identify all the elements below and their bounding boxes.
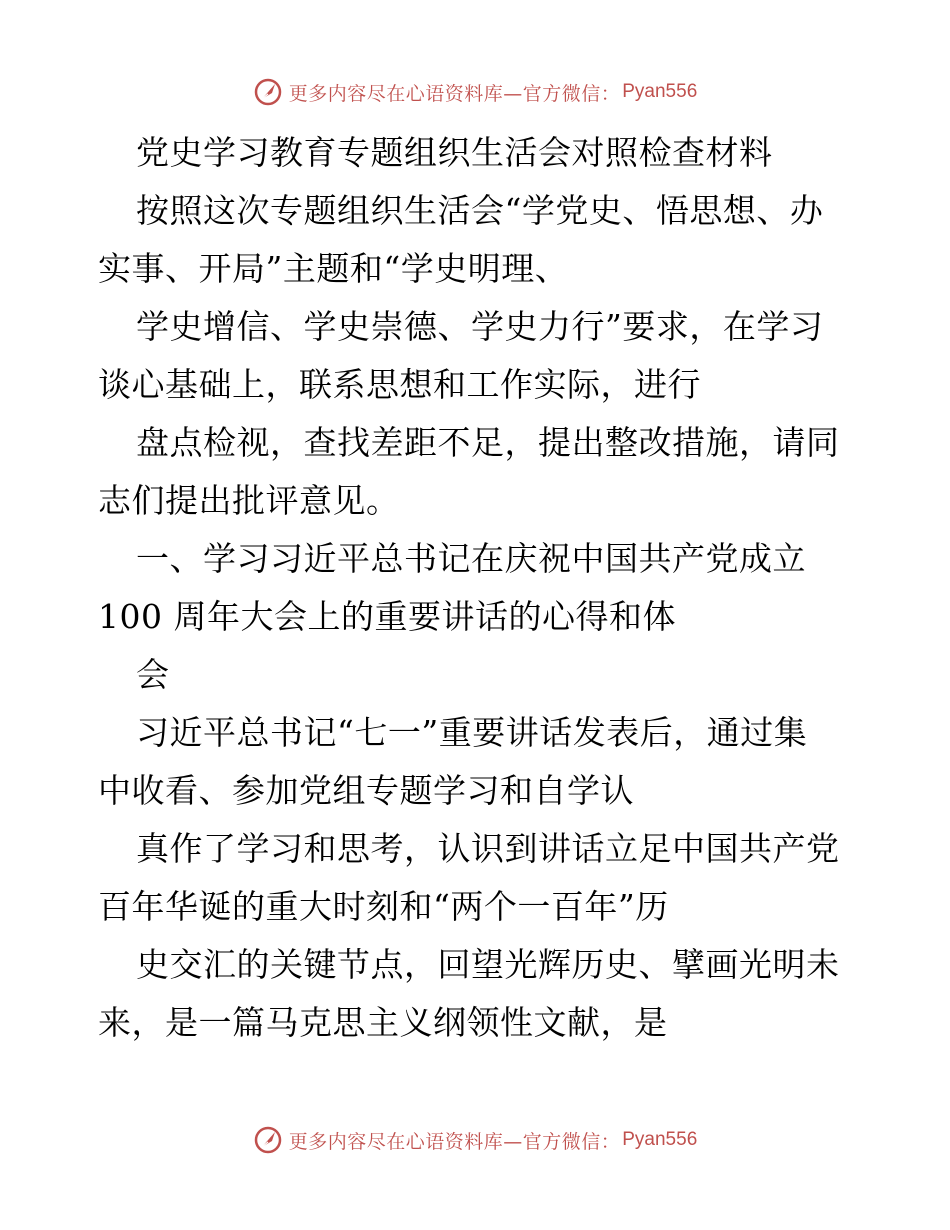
watermark-wechat-id: Pyan556 bbox=[622, 1129, 698, 1150]
footer-watermark bbox=[0, 1120, 950, 1160]
text-line: 实事、开局”主题和“学史明理、 bbox=[98, 249, 569, 288]
text-line: 学史增信、学史崇德、学史力行”要求，在学习 bbox=[136, 307, 824, 346]
text-line: 来，是一篇马克思主义纲领性文献，是 bbox=[98, 1003, 668, 1042]
text-line: 谈心基础上，联系思想和工作实际，进行 bbox=[98, 365, 701, 404]
quill-logo-icon bbox=[253, 1125, 283, 1155]
text-line: 一、学习习近平总书记在庆祝中国共产党成立 bbox=[136, 539, 806, 578]
text-line: 100 周年大会上的重要讲话的心得和体 bbox=[98, 597, 676, 636]
document-body bbox=[98, 124, 858, 1052]
text-line: 志们提出批评意见。 bbox=[98, 481, 400, 520]
text-line: 党史学习教育专题组织生活会对照检查材料 bbox=[136, 133, 773, 172]
text-line: 百年华诞的重大时刻和“两个一百年”历 bbox=[98, 887, 669, 926]
text-line: 中收看、参加党组专题学习和自学认 bbox=[98, 771, 634, 810]
header-watermark bbox=[0, 72, 950, 112]
text-line: 真作了学习和思考，认识到讲话立足中国共产党 bbox=[136, 829, 840, 868]
watermark-wechat-id: Pyan556 bbox=[622, 81, 698, 102]
text-line: 按照这次专题组织生活会“学党史、悟思想、办 bbox=[136, 191, 824, 230]
text-line: 会 bbox=[136, 655, 170, 694]
watermark-text: 更多内容尽在心语资料库—官方微信： bbox=[288, 1130, 621, 1153]
text-line: 盘点检视，查找差距不足，提出整改措施，请同 bbox=[136, 423, 840, 462]
watermark-text: 更多内容尽在心语资料库—官方微信： bbox=[288, 82, 621, 105]
text-line: 习近平总书记“七一”重要讲话发表后，通过集 bbox=[136, 713, 808, 752]
text-line: 史交汇的关键节点，回望光辉历史、擘画光明未 bbox=[136, 945, 840, 984]
quill-logo-icon bbox=[253, 77, 283, 107]
